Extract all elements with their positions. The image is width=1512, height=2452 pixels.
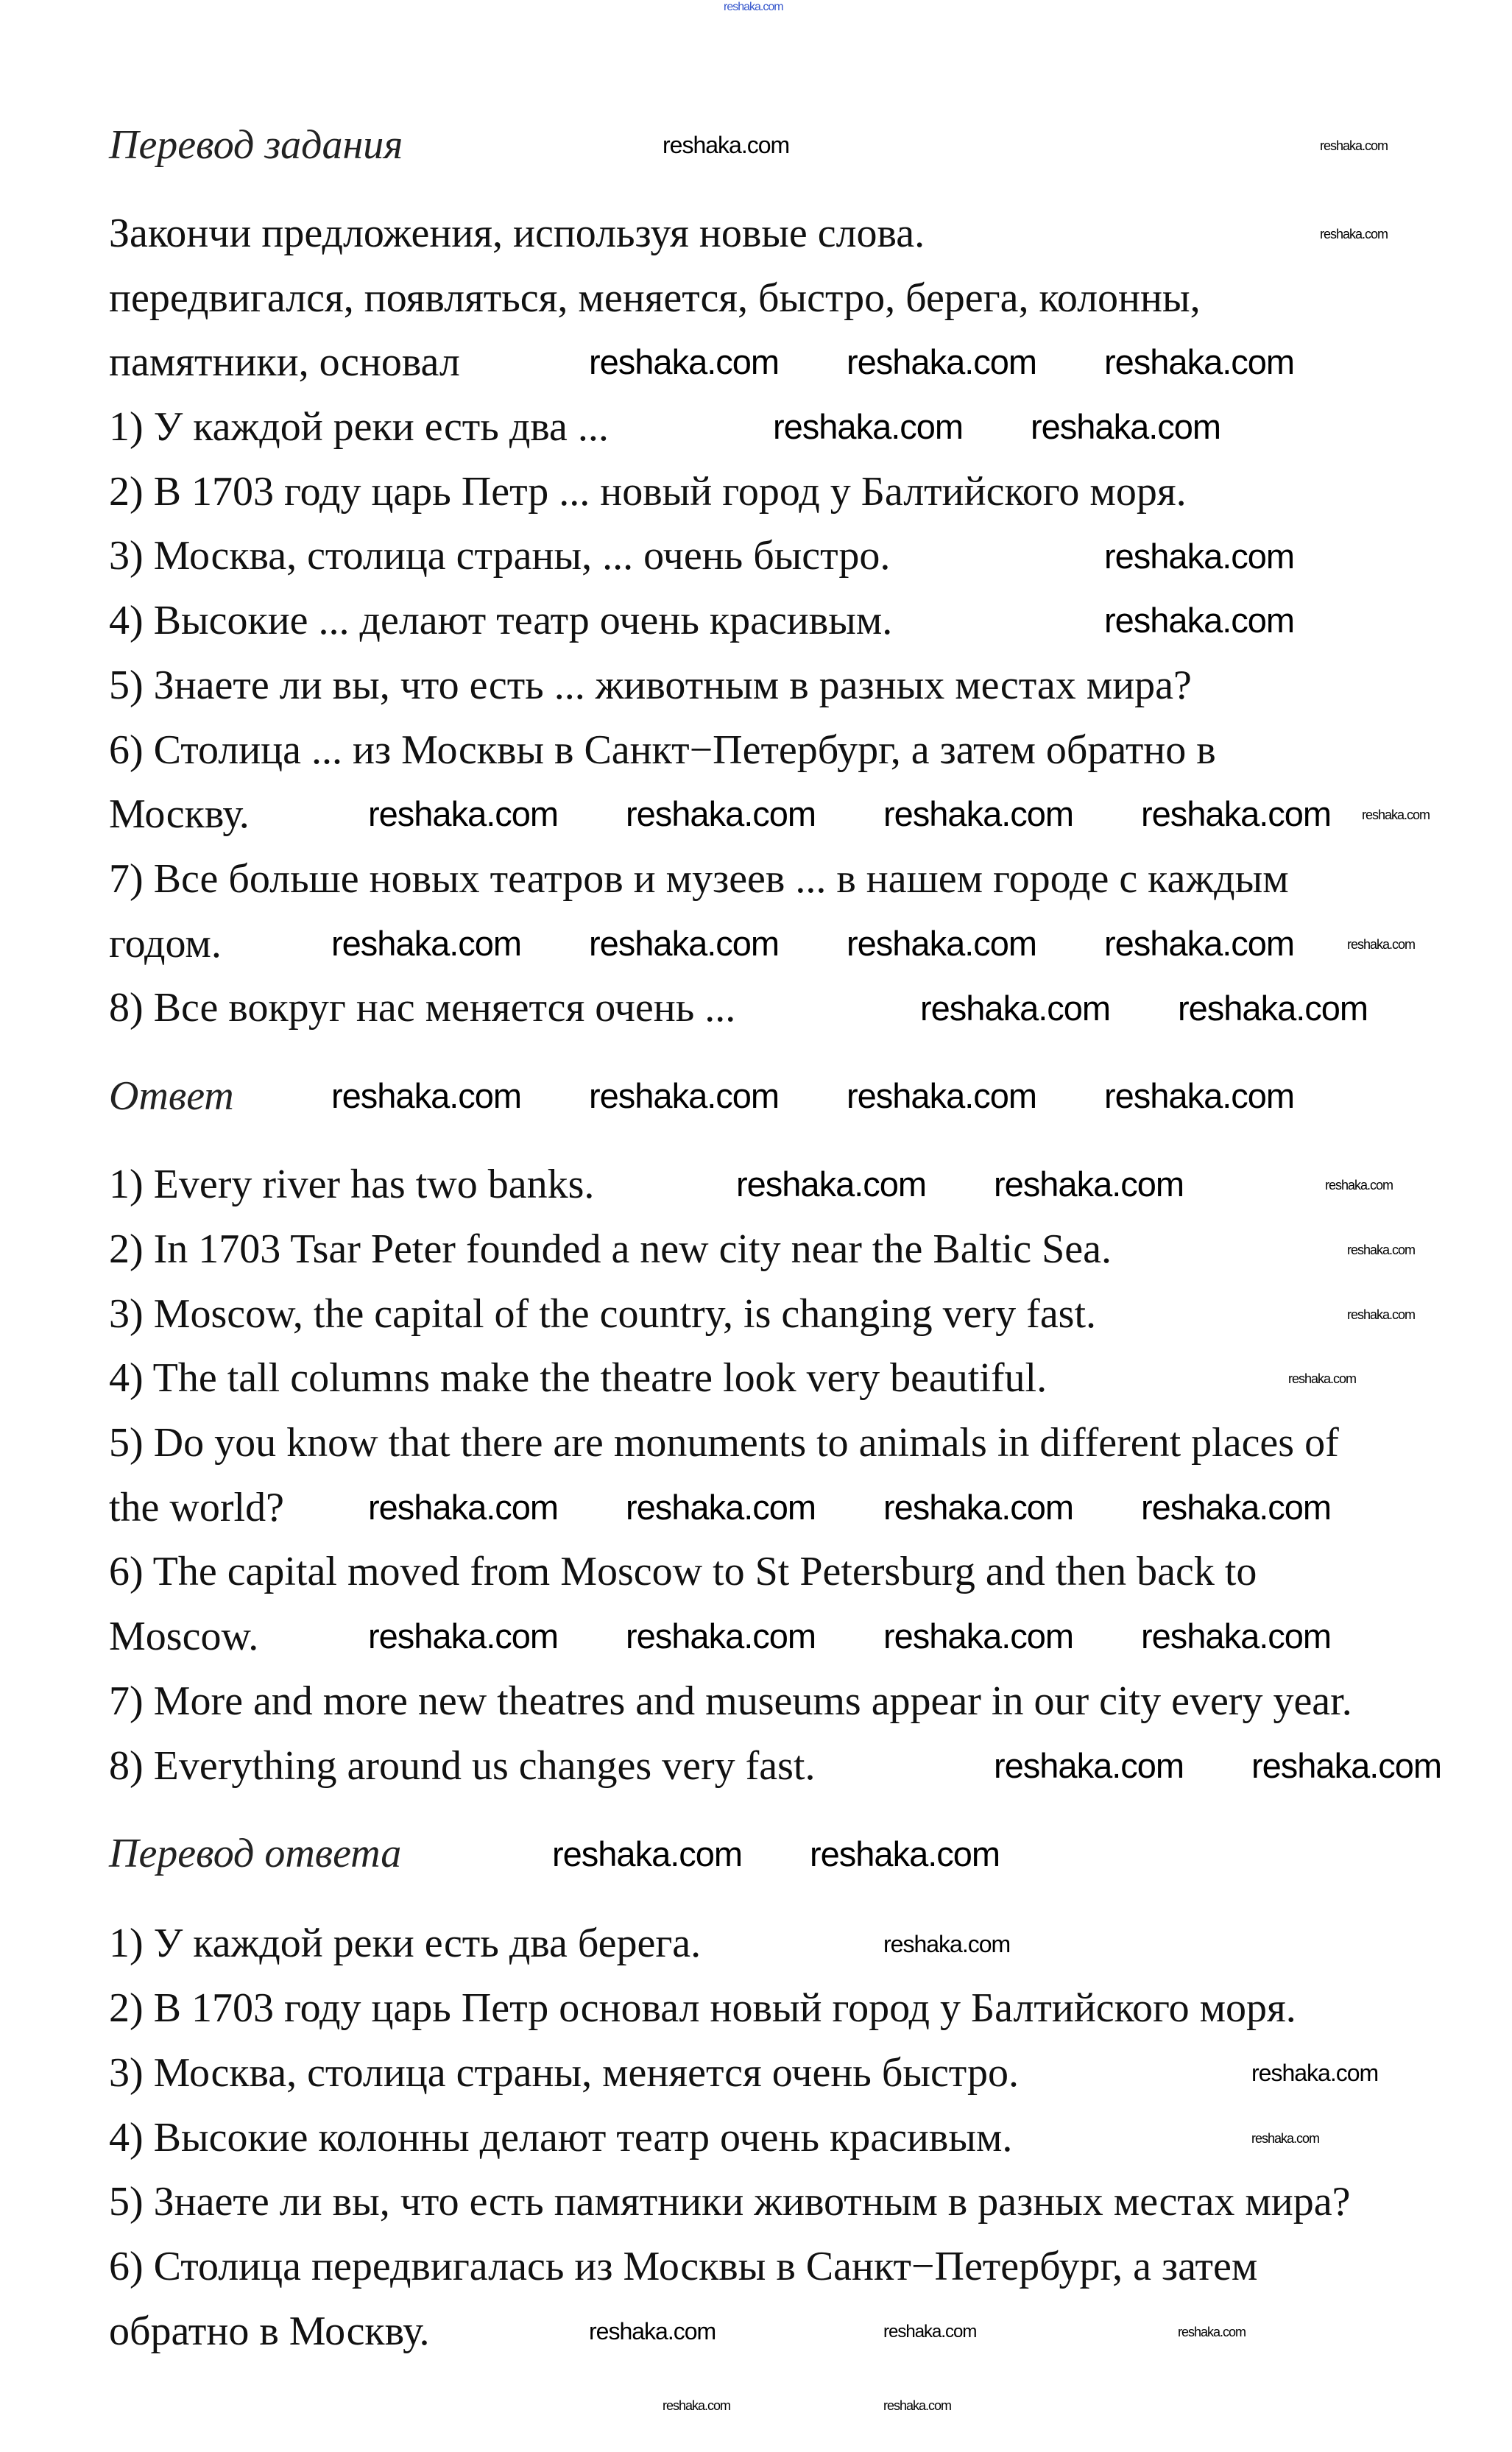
answer-sentence: 2) In 1703 Tsar Peter founded a new city near the Baltic Sea.	[109, 1226, 1112, 1272]
task-sentence: Москву.	[109, 791, 250, 838]
task-sentence: 1) У каждой реки есть два ...	[109, 403, 609, 450]
watermark: reshaka.com	[810, 1834, 1000, 1873]
watermark: reshaka.com	[1104, 1076, 1295, 1116]
watermark: reshaka.com	[994, 1745, 1184, 1785]
answer-translation-sentence: 3) Москва, столица страны, меняется очень быстро.	[109, 2049, 1019, 2096]
watermark: reshaka.com	[736, 1165, 927, 1204]
watermark: reshaka.com	[920, 988, 1111, 1028]
watermark: reshaka.com	[1325, 1178, 1393, 1193]
watermark: reshaka.com	[552, 1834, 743, 1873]
watermark: reshaka.com	[1141, 794, 1332, 834]
section-heading-answer-translation: Перевод ответа	[109, 1831, 402, 1877]
answer-sentence: 5) Do you know that there are monuments to animals in different places of	[109, 1420, 1339, 1466]
watermark: reshaka.com	[368, 1617, 559, 1656]
answer-translation-sentence: 4) Высокие колонны делают театр очень красивым.	[109, 2114, 1013, 2160]
watermark: reshaka.com	[368, 794, 559, 834]
watermark: reshaka.com	[589, 342, 780, 382]
task-sentence: 3) Москва, столица страны, ... очень быстро.	[109, 533, 891, 579]
watermark: reshaka.com	[883, 794, 1074, 834]
watermark: reshaka.com	[773, 407, 964, 447]
watermark: reshaka.com	[1347, 1307, 1416, 1322]
answer-sentence: 4) The tall columns make the theatre look very beautiful.	[109, 1355, 1048, 1402]
watermark: reshaka.com	[1347, 1242, 1416, 1257]
task-sentence: 6) Столица ... из Москвы в Санкт−Петербург, а затем обратно в	[109, 727, 1216, 773]
watermark: reshaka.com	[626, 1617, 816, 1656]
watermark: reshaka.com	[883, 1487, 1074, 1527]
watermark: reshaka.com	[663, 2398, 731, 2414]
watermark: reshaka.com	[847, 923, 1037, 963]
task-sentence: 7) Все больше новых театров и музеев ... в нашем городе с каждым	[109, 856, 1289, 902]
answer-sentence: 3) Moscow, the capital of the country, is changing very fast.	[109, 1290, 1097, 1337]
task-sentence: 2) В 1703 году царь Петр ... новый город у Балтийского моря.	[109, 468, 1187, 515]
section-heading-task-translation: Перевод задания	[109, 121, 403, 168]
watermark: reshaka.com	[589, 2318, 716, 2345]
answer-sentence: the world?	[109, 1484, 284, 1530]
watermark: reshaka.com	[1347, 936, 1416, 952]
watermark: reshaka.com	[1104, 536, 1295, 576]
answer-sentence: 6) The capital moved from Moscow to St Petersburg and then back to	[109, 1549, 1257, 1595]
watermark: reshaka.com	[626, 794, 816, 834]
answer-translation-sentence: 5) Знаете ли вы, что есть памятники животным в разных местах мира?	[109, 2179, 1351, 2225]
watermark: reshaka.com	[1288, 1371, 1357, 1387]
watermark: reshaka.com	[847, 1076, 1037, 1116]
watermark: reshaka.com	[368, 1487, 559, 1527]
answer-translation-sentence: 6) Столица передвигалась из Москвы в Санкт−Петербург, а затем	[109, 2244, 1258, 2290]
watermark: reshaka.com	[589, 1076, 780, 1116]
watermark: reshaka.com	[1320, 226, 1388, 241]
watermark: reshaka.com	[1251, 2060, 1379, 2087]
watermark: reshaka.com	[1362, 808, 1430, 823]
task-sentence: годом.	[109, 920, 222, 967]
answer-translation-sentence: 1) У каждой реки есть два берега.	[109, 1921, 702, 1967]
watermark: reshaka.com	[1141, 1617, 1332, 1656]
watermark: reshaka.com	[883, 2321, 977, 2342]
watermark: reshaka.com	[589, 923, 780, 963]
watermark: reshaka.com	[663, 132, 790, 159]
watermark: reshaka.com	[883, 2398, 952, 2414]
watermark: reshaka.com	[883, 1930, 1011, 1957]
watermark: reshaka.com	[1104, 923, 1295, 963]
word-bank-line: памятники, основал	[109, 339, 460, 386]
watermark: reshaka.com	[331, 1076, 522, 1116]
answer-translation-sentence: обратно в Москву.	[109, 2308, 430, 2354]
answer-sentence: 8) Everything around us changes very fast.	[109, 1742, 816, 1789]
watermark: reshaka.com	[1320, 138, 1388, 154]
answer-sentence: Moscow.	[109, 1614, 259, 1660]
answer-translation-sentence: 2) В 1703 году царь Петр основал новый город у Балтийского моря.	[109, 1985, 1296, 2032]
watermark: reshaka.com	[1251, 2130, 1320, 2146]
task-instruction: Закончи предложения, используя новые слова.	[109, 210, 925, 256]
answer-sentence: 1) Every river has two banks.	[109, 1162, 595, 1208]
watermark: reshaka.com	[883, 1617, 1074, 1656]
watermark: reshaka.com	[1104, 342, 1295, 382]
watermark: reshaka.com	[847, 342, 1037, 382]
word-bank-line: передвигался, появляться, меняется, быстро, берега, колонны,	[109, 275, 1201, 321]
section-heading-answer: Ответ	[109, 1073, 234, 1120]
watermark: reshaka.com	[626, 1487, 816, 1527]
answer-sentence: 7) More and more new theatres and museums appear in our city every year.	[109, 1678, 1352, 1724]
watermark: reshaka.com	[1251, 1745, 1442, 1785]
watermark: reshaka.com	[331, 923, 522, 963]
watermark: reshaka.com	[1141, 1487, 1332, 1527]
watermark: reshaka.com	[994, 1165, 1184, 1204]
watermark: reshaka.com	[1031, 407, 1221, 447]
watermark: reshaka.com	[1178, 988, 1368, 1028]
watermark: reshaka.com	[724, 0, 783, 13]
task-sentence: 8) Все вокруг нас меняется очень ...	[109, 985, 736, 1031]
task-sentence: 4) Высокие ... делают театр очень красивым.	[109, 598, 893, 644]
watermark: reshaka.com	[1104, 601, 1295, 640]
watermark: reshaka.com	[1178, 2324, 1246, 2339]
task-sentence: 5) Знаете ли вы, что есть ... животным в разных местах мира?	[109, 662, 1192, 708]
